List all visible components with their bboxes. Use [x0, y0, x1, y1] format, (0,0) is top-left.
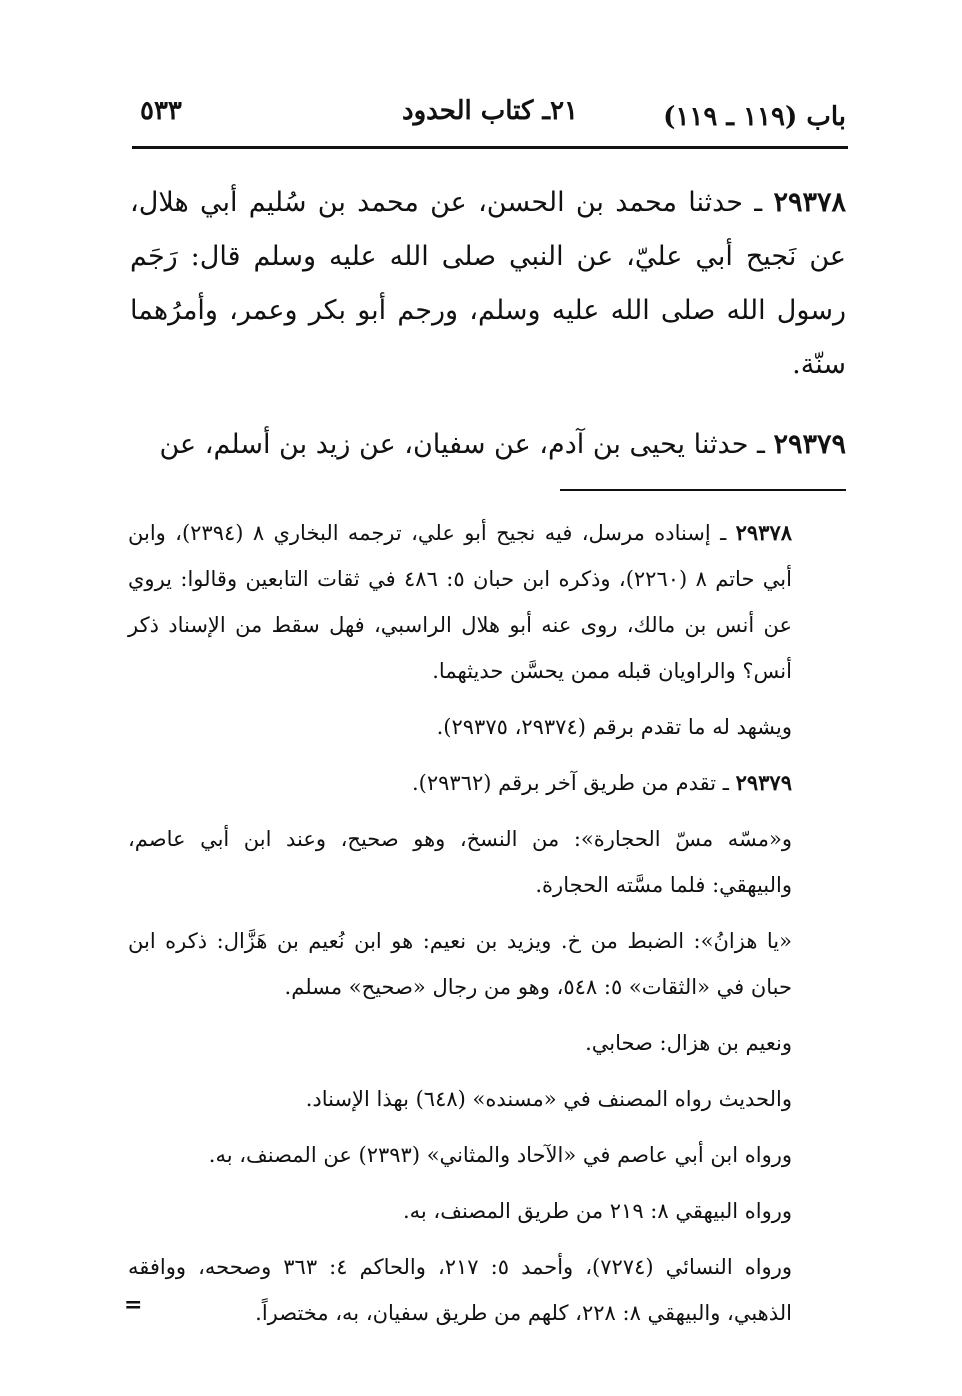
hadith-text: ـ حدثنا محمد بن الحسن، عن محمد بن سُليم أبي هلال، عن نَجيح أبي عليّ، عن النبي صلى الله عليه وسلم قال: رَجَم رسول الله صلى الله عليه وسلم، ورجم أبو بكر وعمر، وأمرُهما سنّة.	[130, 187, 846, 380]
footnote	[128, 1244, 846, 1336]
footnote	[128, 760, 846, 806]
footnote-text: ورواه ابن أبي عاصم في «الآحاد والمثاني» (٢٣٩٣) عن المصنف، به.	[208, 1143, 792, 1167]
footnote	[128, 1020, 846, 1066]
footnote-text: ورواه البيهقي ٨: ٢١٩ من طريق المصنف، به.	[402, 1199, 792, 1223]
footnote-number: ٢٩٣٧٩	[735, 770, 792, 795]
footnote-text: «يا هزانُ»: الضبط من خ. ويزيد بن نعيم: هو ابن نُعيم بن هَزَّال: ذكره ابن حبان في «الثقات» ٥: ٥٤٨، وهو من رجال «صحيح» مسلم.	[128, 929, 792, 999]
hadith-number: ٢٩٣٧٩	[773, 429, 846, 460]
page-header	[130, 92, 850, 142]
footnote	[128, 816, 846, 908]
footnote	[128, 510, 846, 694]
footnote	[128, 704, 846, 750]
footnote	[128, 918, 846, 1010]
footnote-text: ونعيم بن هزال: صحابي.	[585, 1031, 792, 1055]
footnote-text: والحديث رواه المصنف في «مسنده» (٦٤٨) بهذا الإسناد.	[305, 1087, 792, 1111]
continuation-mark: =	[124, 1292, 143, 1318]
hadith-text: ـ حدثنا يحيى بن آدم، عن سفيان، عن زيد بن أسلم، عن	[159, 429, 774, 460]
footnote-text: و«مسّه مسّ الحجارة»: من النسخ، وهو صحيح، وعند ابن أبي عاصم، والبيهقي: فلما مسَّته الحجارة.	[128, 827, 792, 897]
footnote-text: ـ إسناده مرسل، فيه نجيح أبو علي، ترجمه البخاري ٨ (٢٣٩٤)، وابن أبي حاتم ٨ (٢٢٦٠)، وذكره ابن حبان ٥: ٤٨٦ في ثقات التابعين وقالوا: يروي عن أنس بن مالك، روى عنه أبو هلال الراسبي، فهل سقط من الإسناد ذكر أنس؟ والراويان قبله ممن يحسَّن حديثهما.	[128, 521, 792, 683]
footnote	[128, 1076, 846, 1122]
footnote	[128, 1188, 846, 1234]
page-number: ٥٣٣	[140, 96, 182, 126]
footnote-text: ورواه النسائي (٧٢٧٤)، وأحمد ٥: ٢١٧، والحاكم ٤: ٣٦٣ وصححه، ووافقه الذهبي، والبيهقي ٨: ٢٢٨، كلهم من طريق سفيان، به، مختصراً.	[128, 1255, 792, 1325]
main-text	[130, 176, 846, 498]
book-title: ٢١ـ كتاب الحدود	[402, 96, 578, 126]
hadith-paragraph	[130, 176, 846, 392]
footnote-number: ٢٩٣٧٨	[735, 520, 793, 545]
hadith-number: ٢٩٣٧٨	[773, 187, 846, 218]
footnotes	[128, 510, 846, 1346]
footnote-text: ويشهد له ما تقدم برقم (٢٩٣٧٤، ٢٩٣٧٥).	[436, 715, 792, 739]
footnote-text: ـ تقدم من طريق آخر برقم (٢٩٣٦٢).	[412, 771, 736, 795]
header-divider	[132, 146, 848, 149]
footnote	[128, 1132, 846, 1178]
hadith-paragraph	[130, 418, 846, 472]
chapter-title: باب (١١٩ ـ ١١٩)	[663, 102, 846, 132]
footnote-divider	[560, 489, 846, 491]
